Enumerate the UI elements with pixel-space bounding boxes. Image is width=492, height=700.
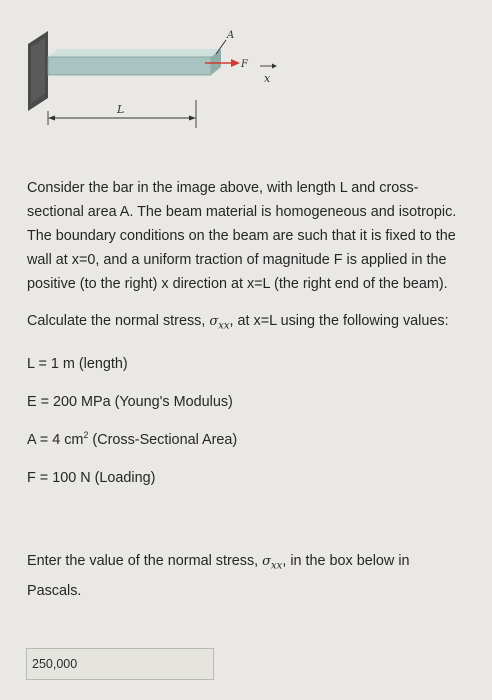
length-label: L <box>117 103 125 116</box>
answer-input[interactable] <box>27 649 213 679</box>
length-value: L = 1 m (length) <box>27 355 128 372</box>
modulus-value: E = 200 MPa (Young's Modulus) <box>27 393 233 410</box>
beam-top-face <box>48 49 221 57</box>
answer-prompt <box>27 549 467 603</box>
sigma-subscript: xx <box>218 320 230 332</box>
sigma-glyph: σ <box>209 314 219 329</box>
sigma-xx-symbol <box>209 314 230 332</box>
calculate-text-after: , at x=L using the following values: <box>229 313 449 329</box>
dimension-arrow-right <box>189 116 196 121</box>
area-text-before: A = 4 cm <box>27 431 84 448</box>
force-arrow-head <box>231 59 240 67</box>
calculate-text-before: Calculate the normal stress, <box>27 313 210 329</box>
prompt-text-after: , in the box below in Pascals. <box>27 553 410 599</box>
force-value: F = 100 N (Loading) <box>27 469 156 486</box>
area-exponent: 2 <box>83 429 89 440</box>
area-value <box>27 428 467 452</box>
prompt-sigma-glyph: σ <box>262 554 272 569</box>
dimension-arrow-left <box>48 116 55 121</box>
area-label: A <box>227 30 235 41</box>
x-axis-arrow-head <box>272 64 277 69</box>
calculate-instruction <box>27 309 467 339</box>
area-text-after: (Cross-Sectional Area) <box>88 431 238 448</box>
wall-face <box>31 38 45 103</box>
prompt-sigma-xx-symbol <box>262 554 283 572</box>
prompt-text-before: Enter the value of the normal stress, <box>27 553 263 569</box>
problem-statement <box>27 176 467 504</box>
beam <box>48 57 211 75</box>
force-label: F <box>241 59 248 70</box>
prompt-sigma-subscript: xx <box>271 560 283 572</box>
answer-box[interactable] <box>26 648 214 680</box>
beam-figure <box>0 0 492 160</box>
problem-intro: Consider the bar in the image above, with length L and cross-sectional area A. The beam material is homogeneous and isotropic. The boundary conditions on the beam are such that it is fixed to the wall at x=0, and a uniform traction of magnitude F is applied in the positive (to the right) x direction at x=L (the right end of the beam). <box>27 180 457 292</box>
x-axis-label: x <box>264 72 271 85</box>
